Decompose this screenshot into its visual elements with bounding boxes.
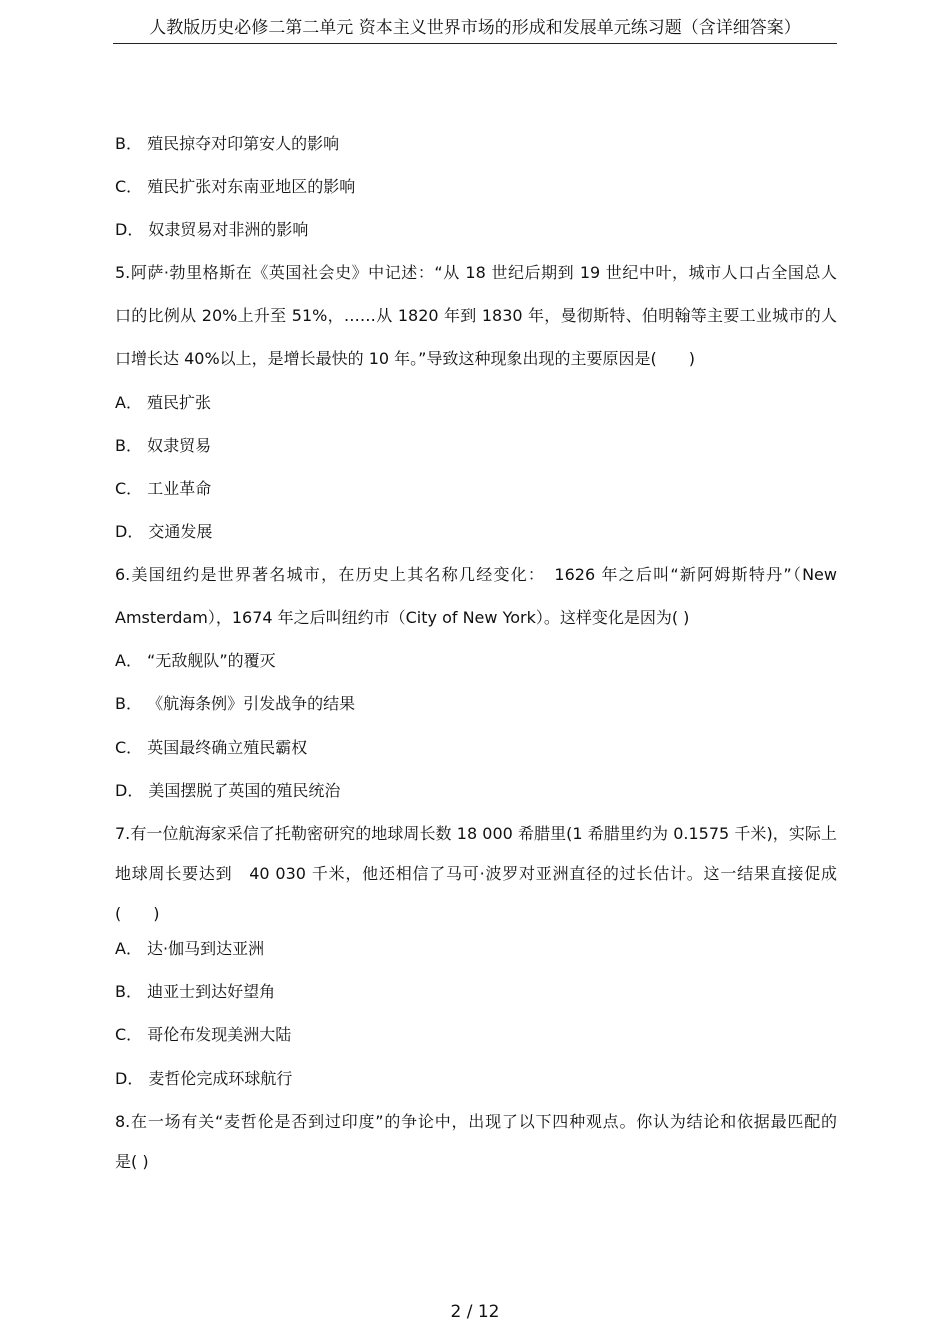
question-7-line-3: ( ) xyxy=(115,904,160,923)
document-header xyxy=(113,14,837,42)
option-6c: C． 英国最终确立殖民霸权 xyxy=(115,738,308,757)
option-7b: B． 迪亚士到达好望角 xyxy=(115,982,276,1001)
option-6b: B． 《航海条例》引发战争的结果 xyxy=(115,694,356,713)
option-5b: B． 奴隶贸易 xyxy=(115,436,212,455)
question-7-line-1: 7.有一位航海家采信了托勒密研究的地球周长数 18 000 希腊里(1 希腊里约为 0.1575 千米)，实际上 xyxy=(115,824,837,843)
question-5-line-3: 口增长达 40%以上，是增长最快的 10 年。”导致这种现象出现的主要原因是( ) xyxy=(115,349,695,368)
option-7a: A． 达·伽马到达亚洲 xyxy=(115,939,265,958)
header-divider xyxy=(113,43,837,44)
question-7-line-2: 地球周长要达到 40 030 千米，他还相信了马可·波罗对亚洲直径的过长估计。这一结果直接促成 xyxy=(115,864,837,883)
option-5d: D． 交通发展 xyxy=(115,522,213,541)
question-6-line-1: 6.美国纽约是世界著名城市，在历史上其名称几经变化： 1626 年之后叫“新阿姆斯特丹”（New xyxy=(115,565,837,584)
question-8-line-1: 8.在一场有关“麦哲伦是否到过印度”的争论中，出现了以下四种观点。你认为结论和依据最匹配的 xyxy=(115,1112,837,1131)
header-title: 人教版历史必修二第二单元 资本主义世界市场的形成和发展单元练习题（含详细答案） xyxy=(149,18,801,38)
option-6d: D． 美国摆脱了英国的殖民统治 xyxy=(115,781,341,800)
question-5-line-1: 5.阿萨·勃里格斯在《英国社会史》中记述：“从 18 世纪后期到 19 世纪中叶，城市人口占全国总人 xyxy=(115,263,837,282)
question-8-line-2: 是( ) xyxy=(115,1152,149,1171)
option-5c: C． 工业革命 xyxy=(115,479,212,498)
option-6a: A． “无敌舰队”的覆灭 xyxy=(115,651,276,670)
option-5a: A． 殖民扩张 xyxy=(115,393,212,412)
question-5-line-2: 口的比例从 20%上升至 51%，……从 1820 年到 1830 年，曼彻斯特、伯明翰等主要工业城市的人 xyxy=(115,306,837,325)
question-6-line-2: Amsterdam），1674 年之后叫纽约市（City of New York）。这样变化是因为( ) xyxy=(115,608,690,627)
option-7c: C． 哥伦布发现美洲大陆 xyxy=(115,1025,292,1044)
option-4c: C． 殖民扩张对东南亚地区的影响 xyxy=(115,177,356,196)
option-4b: B． 殖民掠夺对印第安人的影响 xyxy=(115,134,340,153)
option-7d: D． 麦哲伦完成环球航行 xyxy=(115,1069,293,1088)
page-number: 2 / 12 xyxy=(450,1302,500,1322)
option-4d: D． 奴隶贸易对非洲的影响 xyxy=(115,220,309,239)
